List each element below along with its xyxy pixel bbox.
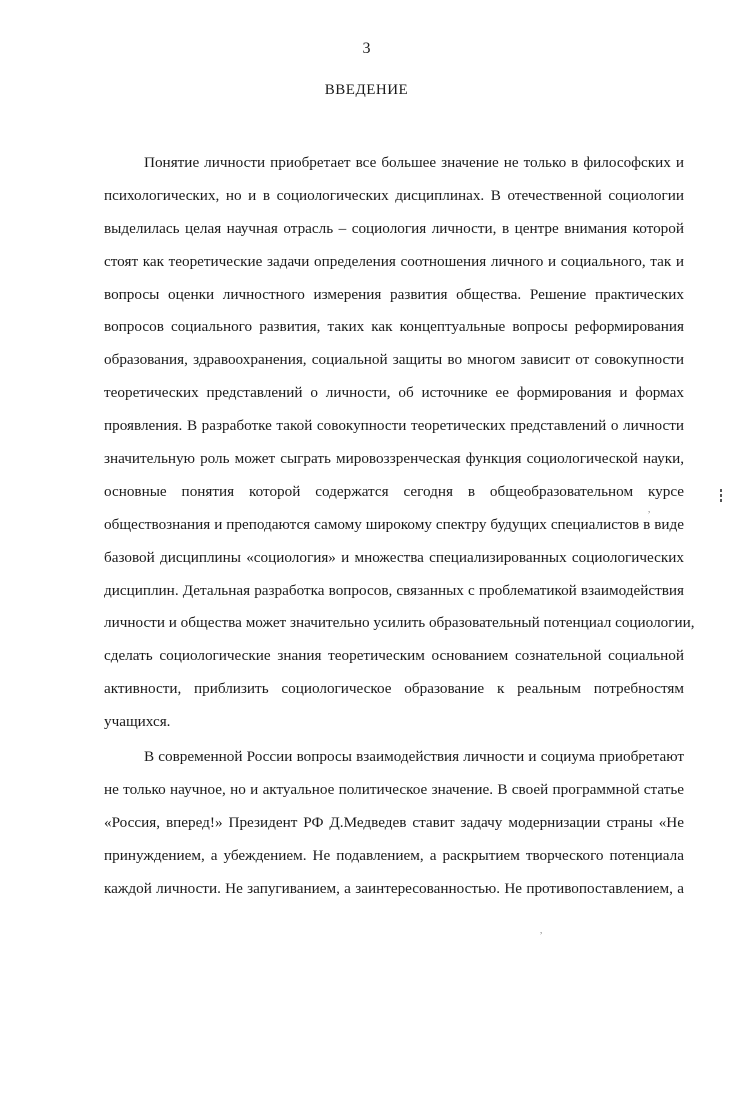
text-line: образования, здравоохранения, социальной защиты во многом зависит от совокупности [104, 351, 684, 369]
text-line: Понятие личности приобретает все большее значение не только в философских и [144, 154, 684, 171]
text-line: личности и общества может значительно усилить образовательный потенциал социологии, [104, 614, 695, 632]
text-line: основные понятия которой содержатся сегодня в общеобразовательном курсе [104, 482, 684, 500]
text-line: обществознания и преподаются самому широкому спектру будущих специалистов в виде [104, 515, 684, 533]
text-line: психологических, но и в социологических дисциплинах. В отечественной социологии [104, 186, 684, 204]
scan-artifact-marks [718, 489, 724, 504]
text-line: вопросов социального развития, таких как концептуальные вопросы реформирования [104, 318, 684, 336]
text-line: выделилась целая научная отрасль – социология личности, в центре внимания которой [104, 219, 684, 237]
paragraph-2 [104, 741, 684, 905]
section-heading: ВВЕДЕНИЕ [324, 82, 409, 98]
text-line: принуждением, а убеждением. Не подавлением, а раскрытием творческого потенциала [104, 846, 684, 864]
text-line: каждой личности. Не запугиванием, а заинтересованностью. Не противопоставлением, а [104, 879, 684, 897]
text-line: активности, приблизить социологическое образование к реальным потребностям [104, 680, 684, 698]
text-line: сделать социологические знания теоретическим основанием сознательной социальной [104, 647, 684, 665]
text-line: учащихся. [104, 713, 171, 731]
scan-artifact-tick: , [540, 925, 543, 935]
body-text [104, 147, 695, 905]
text-line: вопросы оценки личностного измерения развития общества. Решение практических [104, 285, 684, 303]
text-line: теоретических представлений о личности, об источнике ее формирования и формах [104, 384, 684, 402]
text-line: проявления. В разработке такой совокупности теоретических представлений о личности [104, 417, 684, 435]
text-line: В современной России вопросы взаимодействия личности и социума приобретают [144, 748, 684, 766]
text-line: дисциплин. Детальная разработка вопросов, связанных с проблематикой взаимодействия [104, 581, 684, 599]
text-line: не только научное, но и актуальное политическое значение. В своей программной статье [104, 780, 684, 798]
text-line: стоят как теоретические задачи определения соотношения личного и социального, так и [104, 252, 684, 270]
page-number: 3 [362, 40, 371, 57]
paragraph-1 [104, 147, 695, 739]
text-line: базовой дисциплины «социология» и множества специализированных социологических [104, 548, 684, 566]
text-line: значительную роль может сыграть мировоззренческая функция социологической науки, [104, 450, 684, 468]
scan-artifact-tick: , [648, 504, 651, 514]
text-line: «Россия, вперед!» Президент РФ Д.Медведев ставит задачу модернизации страны «Не [104, 813, 684, 831]
